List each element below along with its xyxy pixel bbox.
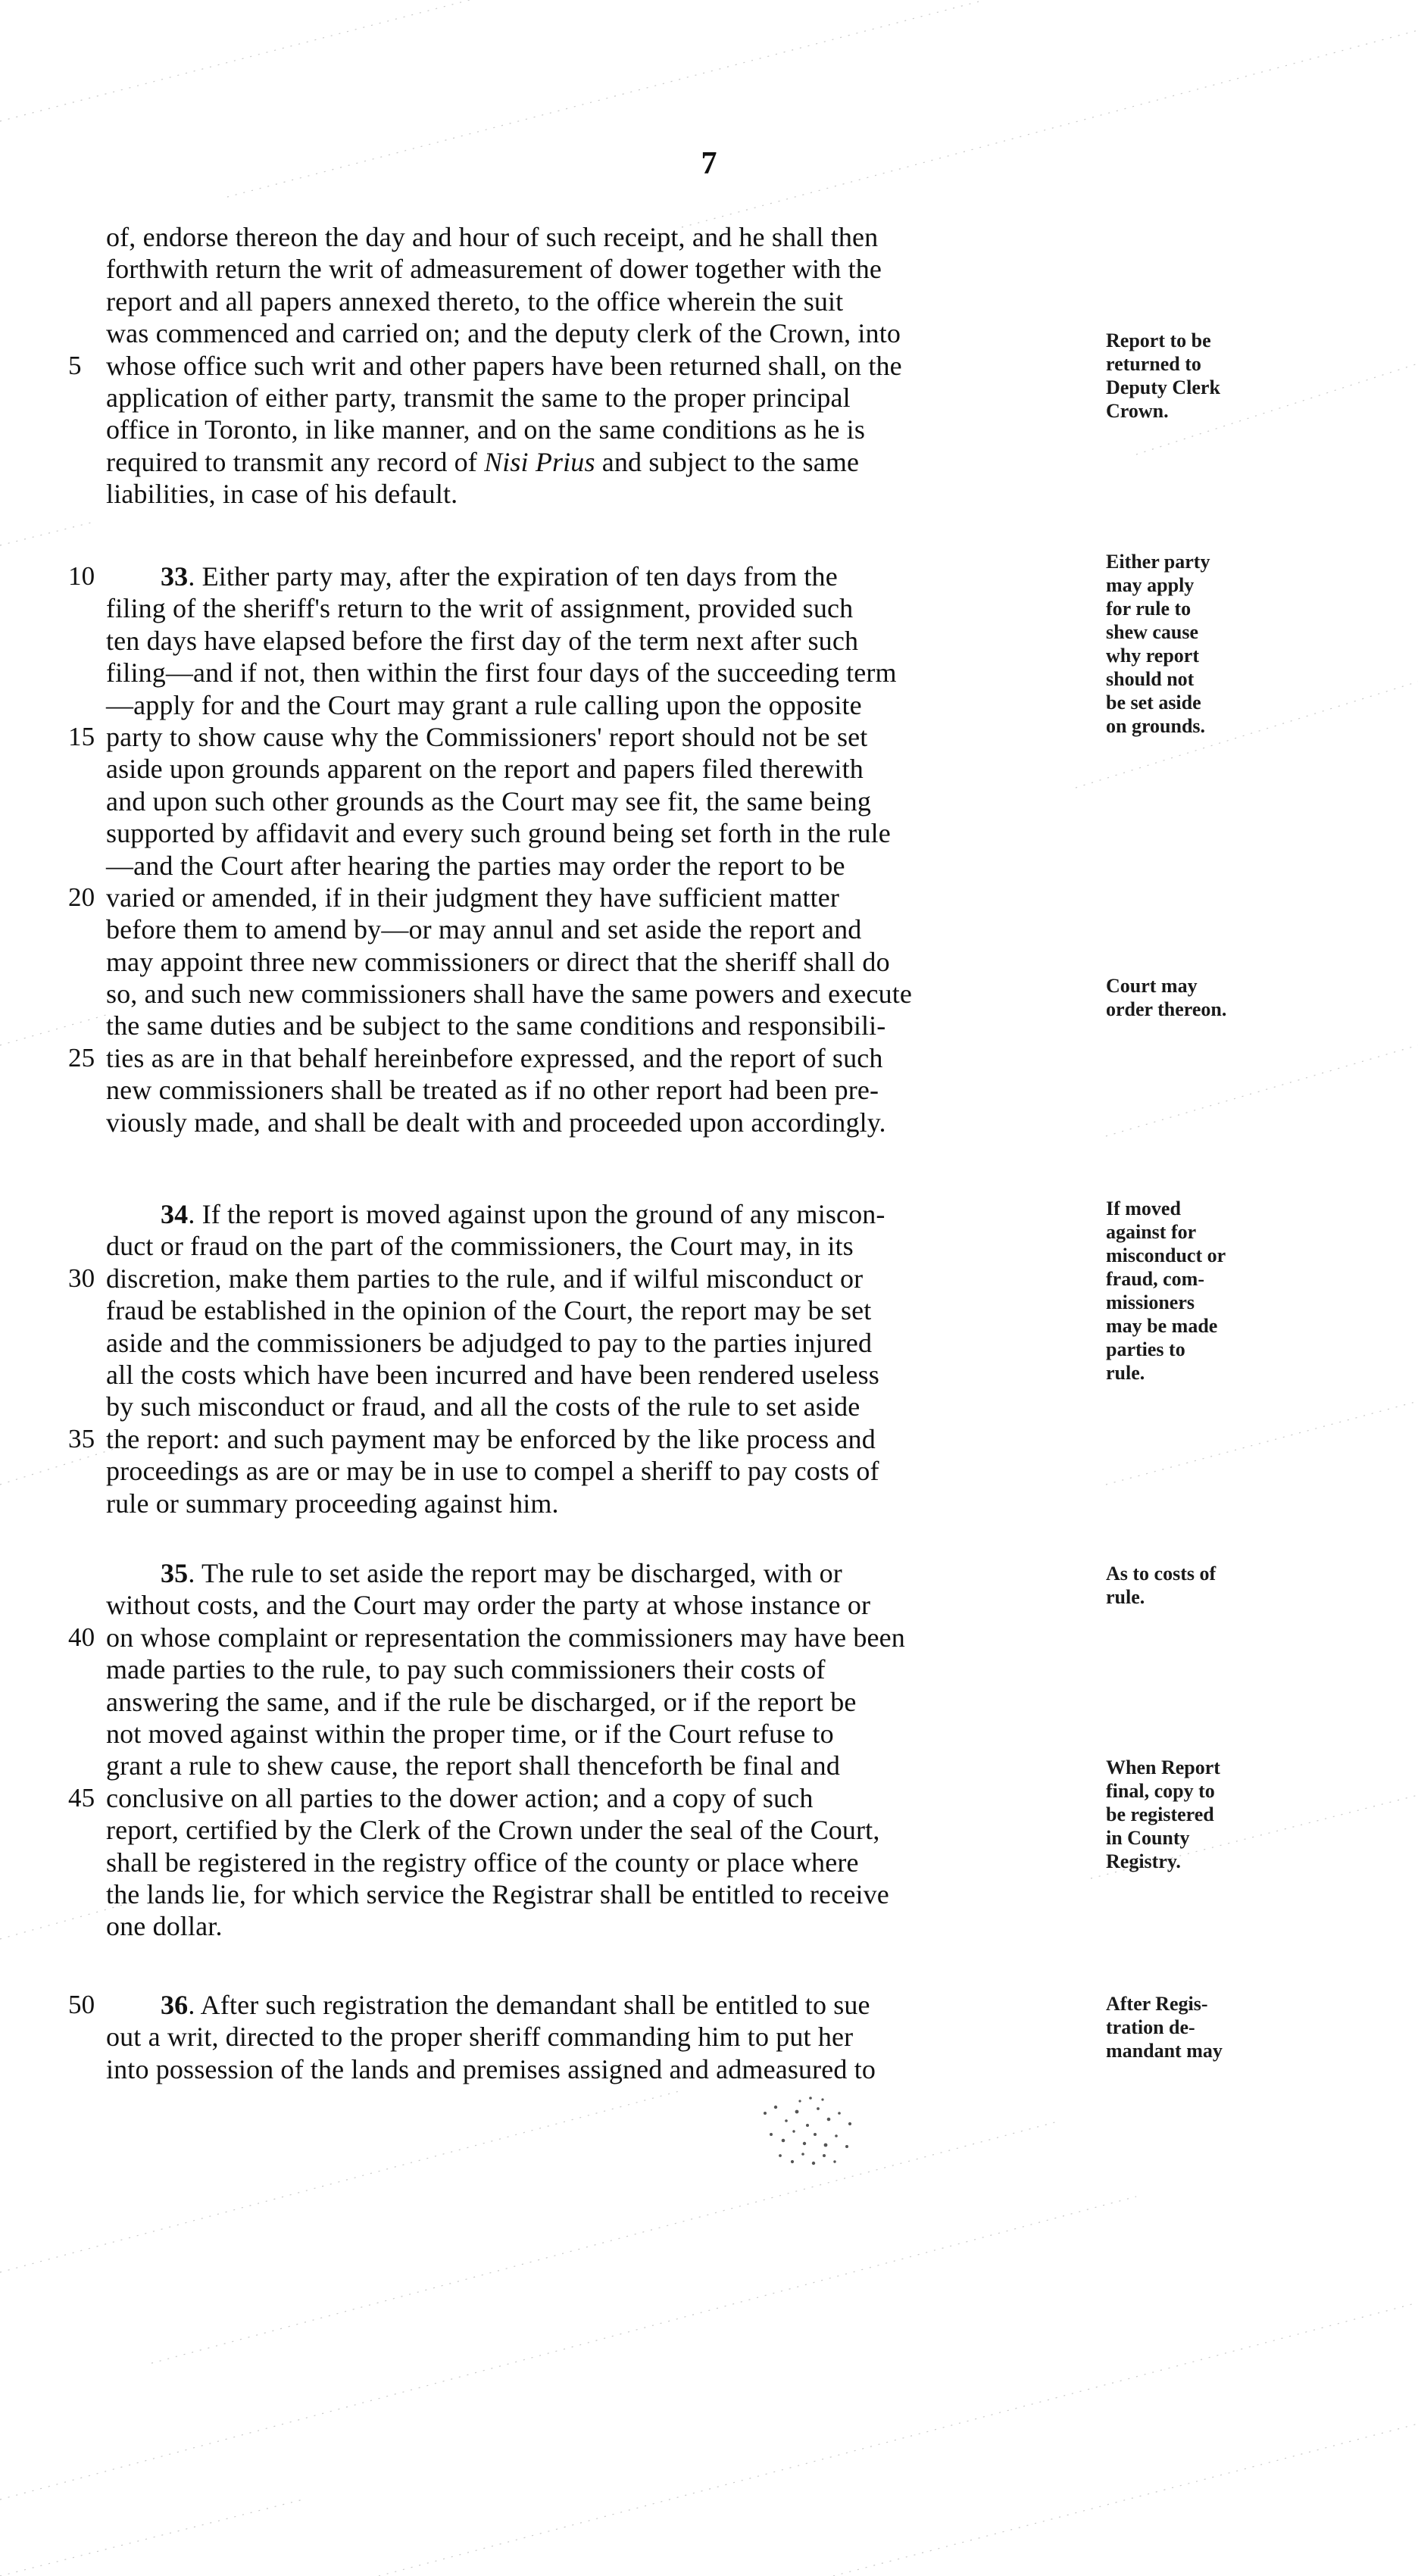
line-text — [106, 382, 1091, 414]
section-number: 33 — [161, 561, 189, 592]
line-text — [106, 1230, 1091, 1262]
text-line — [68, 317, 1091, 349]
line-text: 33. Either party may, after the expiration of ten days from the — [161, 561, 838, 592]
line-body: of, endorse thereon the day and hour of such receipt, and he shall then — [106, 222, 879, 252]
line-body: liabilities, in case of his default. — [106, 479, 458, 510]
text-line — [68, 1198, 1091, 1230]
line-number: 15 — [68, 721, 95, 751]
ink-smudge — [750, 2090, 871, 2174]
line-body: may appoint three new commissioners or direct that the sheriff shall do — [106, 946, 890, 977]
text-line — [68, 414, 1091, 445]
line-body: party to show cause why the Commissioners' report should not be set — [106, 721, 868, 752]
line-body: application of either party, transmit the same to the proper principal — [106, 382, 851, 413]
line-number: 20 — [68, 882, 95, 912]
line-text — [106, 317, 1091, 349]
text-line — [68, 221, 1091, 253]
line-body: report, certified by the Clerk of the Crown under the seal of the Court, — [106, 1815, 880, 1846]
text-line — [68, 1989, 1091, 2021]
line-text — [106, 625, 1091, 657]
line-text — [106, 721, 1091, 753]
line-text — [106, 1589, 1091, 1621]
margin-note-line: tration de- — [1106, 2016, 1195, 2038]
margin-note-line: Either party — [1106, 551, 1210, 573]
line-body: whose office such writ and other papers have been returned shall, on the — [106, 350, 902, 381]
line-body: discretion, make them parties to the rule, and if wilful misconduct or — [106, 1263, 864, 1294]
text-line — [68, 1782, 1091, 1814]
line-body: on whose complaint or representation the commissioners may have been — [106, 1622, 905, 1653]
line-body: supported by affidavit and every such ground being set forth in the rule — [106, 818, 891, 849]
margin-note — [1106, 550, 1265, 738]
margin-note-line: why report — [1106, 645, 1200, 667]
margin-note-line: As to costs of — [1106, 1563, 1217, 1585]
section-number: 35 — [161, 1558, 189, 1588]
text-line — [68, 560, 1091, 592]
text-line — [68, 1718, 1091, 1750]
line-text — [106, 850, 1091, 882]
text-line — [68, 446, 1091, 478]
text-line — [68, 253, 1091, 285]
line-body: Either party may, after the expiration of ten days from the — [201, 561, 838, 592]
text-line — [68, 721, 1091, 753]
line-text — [106, 1294, 1091, 1326]
text-line — [68, 1455, 1091, 1487]
page-number: 7 — [701, 146, 717, 181]
line-body: one dollar. — [106, 1911, 223, 1942]
line-body: varied or amended, if in their judgment they have sufficient matter — [106, 882, 840, 913]
line-body: and upon such other grounds as the Court may see fit, the same being — [106, 785, 871, 817]
line-text — [106, 882, 1091, 913]
line-body: out a writ, directed to the proper sheriff commanding him to put her — [106, 2022, 854, 2053]
line-text — [106, 1847, 1091, 1878]
line-number: 45 — [68, 1782, 95, 1813]
text-line — [68, 1622, 1091, 1653]
line-text: 34. If the report is moved against upon the ground of any miscon- — [161, 1199, 885, 1229]
line-body: fraud be established in the opinion of the Court, the report may be set — [106, 1295, 872, 1326]
line-text — [106, 592, 1091, 624]
line-number: 50 — [68, 1990, 95, 2019]
line-number: 10 — [68, 561, 95, 591]
line-text — [106, 978, 1091, 1010]
margin-note — [1106, 1992, 1265, 2062]
margin-note-line: If moved — [1106, 1197, 1181, 1219]
line-text — [106, 1750, 1091, 1781]
line-body: ten days have elapsed before the first day of the term next after such — [106, 625, 859, 656]
text-line — [68, 1653, 1091, 1685]
line-text — [106, 946, 1091, 978]
line-text: 36. After such registration the demandant shall be entitled to sue — [161, 1990, 870, 2020]
text-line — [68, 689, 1091, 721]
line-body: into possession of the lands and premises assigned and admeasured to — [106, 2053, 876, 2084]
margin-note-line: rule. — [1106, 1362, 1145, 1384]
line-body: duct or fraud on the part of the commissioners, the Court may, in its — [106, 1231, 854, 1262]
line-text — [106, 446, 1091, 478]
text-line — [68, 1847, 1091, 1878]
margin-note-line: in County — [1106, 1827, 1190, 1849]
line-text — [106, 1423, 1091, 1455]
text-line — [68, 1010, 1091, 1041]
line-body: aside upon grounds apparent on the report and papers filed therewith — [106, 754, 864, 785]
line-text: 35. The rule to set aside the report may be discharged, with or — [161, 1558, 842, 1588]
text-line — [68, 913, 1091, 945]
text-line — [68, 2021, 1091, 2053]
line-number: 35 — [68, 1423, 95, 1453]
line-text — [106, 1391, 1091, 1422]
line-body: without costs, and the Court may order the party at whose instance or — [106, 1590, 871, 1621]
margin-note-line: Court may — [1106, 975, 1198, 997]
text-line — [68, 1750, 1091, 1781]
line-body: by such misconduct or fraud, and all the costs of the rule to set aside — [106, 1391, 860, 1422]
line-text — [106, 350, 1091, 382]
text-line — [68, 978, 1091, 1010]
line-body: so, and such new commissioners shall have the same powers and execute — [106, 979, 913, 1010]
paragraph — [68, 1557, 1091, 1943]
margin-note-line: After Regis- — [1106, 1993, 1208, 2015]
line-body: The rule to set aside the report may be discharged, with or — [201, 1558, 842, 1588]
text-line — [68, 1263, 1091, 1294]
margin-note-line: final, copy to — [1106, 1780, 1215, 1802]
margin-note-line: may apply — [1106, 574, 1195, 596]
line-text — [106, 1622, 1091, 1653]
line-text — [106, 1488, 1091, 1519]
text-line — [68, 382, 1091, 414]
line-text — [106, 753, 1091, 785]
margin-note-line: be registered — [1106, 1803, 1214, 1825]
text-line — [68, 2053, 1091, 2085]
line-body: —apply for and the Court may grant a rule calling upon the opposite — [106, 689, 862, 720]
text-line — [68, 1814, 1091, 1846]
margin-note-line: rule. — [1106, 1586, 1145, 1608]
text-line — [68, 753, 1091, 785]
line-text — [106, 221, 1091, 253]
margin-note-line: on grounds. — [1106, 715, 1206, 737]
margin-note-line: Crown. — [1106, 400, 1169, 422]
text-line — [68, 1488, 1091, 1519]
line-body: office in Toronto, in like manner, and on the same conditions as he is — [106, 414, 865, 445]
text-line — [68, 850, 1091, 882]
line-body: answering the same, and if the rule be discharged, or if the report be — [106, 1686, 857, 1717]
line-body: ties as are in that behalf hereinbefore expressed, and the report of such — [106, 1042, 883, 1073]
margin-note — [1106, 1756, 1265, 1873]
line-body: the report: and such payment may be enforced by the like process and — [106, 1423, 876, 1454]
line-body: proceedings as are or may be in use to compel a sheriff to pay costs of — [106, 1456, 879, 1487]
line-number: 5 — [68, 350, 82, 380]
margin-note-line: When Report — [1106, 1756, 1220, 1778]
margin-note-line: Registry. — [1106, 1850, 1181, 1872]
line-text — [106, 1718, 1091, 1750]
line-text — [106, 817, 1091, 849]
text-line — [68, 625, 1091, 657]
line-body: made parties to the rule, to pay such commissioners their costs of — [106, 1654, 826, 1685]
text-line — [68, 478, 1091, 510]
text-line — [68, 1423, 1091, 1455]
section-number: 34 — [161, 1199, 189, 1229]
line-text — [106, 1359, 1091, 1391]
text-line — [68, 1557, 1091, 1589]
line-body: filing of the sheriff's return to the writ of assignment, provided such — [106, 593, 854, 624]
line-body: If the report is moved against upon the ground of any miscon- — [201, 1199, 885, 1229]
margin-note-line: should not — [1106, 668, 1195, 690]
paragraph — [68, 221, 1091, 511]
line-text — [106, 1653, 1091, 1685]
line-text — [106, 1782, 1091, 1814]
line-text — [106, 1074, 1091, 1106]
margin-note-line: order thereon. — [1106, 998, 1227, 1020]
text-line — [68, 1359, 1091, 1391]
line-body: After such registration the demandant shall be entitled to sue — [200, 1990, 870, 2020]
line-text — [106, 1042, 1091, 1074]
text-line — [68, 1230, 1091, 1262]
line-text — [106, 1910, 1091, 1942]
text-line — [68, 1589, 1091, 1621]
text-line — [68, 1042, 1091, 1074]
text-line — [68, 1686, 1091, 1718]
paragraph — [68, 1989, 1091, 2085]
line-body: filing—and if not, then within the first four days of the succeeding term — [106, 657, 897, 688]
text-line — [68, 817, 1091, 849]
line-text — [106, 657, 1091, 688]
margin-note-line: fraud, com- — [1106, 1268, 1204, 1290]
text-line — [68, 592, 1091, 624]
line-body: viously made, and shall be dealt with and proceeded upon accordingly. — [106, 1107, 886, 1138]
line-body: forthwith return the writ of admeasurement of dower together with the — [106, 254, 882, 285]
text-line — [68, 286, 1091, 317]
line-text — [106, 1814, 1091, 1846]
line-body: before them to amend by—or may annul and set aside the report and — [106, 914, 862, 945]
line-body: grant a rule to shew cause, the report shall thenceforth be final and — [106, 1750, 840, 1781]
margin-note — [1106, 1197, 1265, 1385]
margin-note — [1106, 974, 1265, 1021]
text-line — [68, 1391, 1091, 1422]
margin-note-line: missioners — [1106, 1291, 1195, 1313]
line-text — [106, 785, 1091, 817]
line-number: 40 — [68, 1622, 95, 1652]
paragraph — [68, 1198, 1091, 1519]
line-body: not moved against within the proper time, or if the Court refuse to — [106, 1718, 834, 1749]
margin-note-line: Deputy Clerk — [1106, 376, 1220, 398]
line-text — [106, 286, 1091, 317]
line-body: the lands lie, for which service the Registrar shall be entitled to receive — [106, 1878, 889, 1909]
line-text — [106, 1878, 1091, 1910]
line-text — [106, 1327, 1091, 1359]
margin-note-line: be set aside — [1106, 692, 1201, 713]
line-body: report and all papers annexed thereto, to the office wherein the suit — [106, 286, 844, 317]
text-line — [68, 1878, 1091, 1910]
margin-note-line: may be made — [1106, 1315, 1218, 1337]
margin-note-line: shew cause — [1106, 621, 1199, 643]
line-body: the same duties and be subject to the same conditions and responsibili- — [106, 1010, 886, 1041]
text-line — [68, 1910, 1091, 1942]
margin-note — [1106, 329, 1265, 423]
line-text — [106, 2053, 1091, 2085]
paragraph — [68, 560, 1091, 1138]
margin-note-line: for rule to — [1106, 598, 1192, 620]
line-text — [106, 913, 1091, 945]
line-number: 30 — [68, 1263, 95, 1293]
text-line — [68, 1294, 1091, 1326]
line-body: aside and the commissioners be adjudged to pay to the parties injured — [106, 1327, 873, 1358]
line-text — [106, 1107, 1091, 1138]
line-body: —and the Court after hearing the parties may order the report to be — [106, 850, 845, 881]
line-text — [106, 1455, 1091, 1487]
line-text — [106, 1686, 1091, 1718]
text-line — [68, 882, 1091, 913]
line-text — [106, 1263, 1091, 1294]
line-text — [106, 689, 1091, 721]
line-body: rule or summary proceeding against him. — [106, 1488, 559, 1519]
margin-note-line: parties to — [1106, 1338, 1185, 1360]
text-line — [68, 1327, 1091, 1359]
line-body: new commissioners shall be treated as if no other report had been pre- — [106, 1075, 879, 1106]
line-body: shall be registered in the registry office of the county or place where — [106, 1847, 859, 1878]
margin-note-line: against for — [1106, 1221, 1197, 1243]
text-line — [68, 946, 1091, 978]
text-line — [68, 785, 1091, 817]
text-line — [68, 1107, 1091, 1138]
line-body: required to transmit any record of Nisi Prius and subject to the same — [106, 446, 860, 477]
line-body: conclusive on all parties to the dower action; and a copy of such — [106, 1782, 814, 1813]
line-body: was commenced and carried on; and the deputy clerk of the Crown, into — [106, 318, 901, 349]
text-line — [68, 1074, 1091, 1106]
line-text — [106, 2021, 1091, 2053]
margin-note-line: Report to be — [1106, 329, 1211, 351]
margin-note — [1106, 1562, 1265, 1609]
text-line — [68, 657, 1091, 688]
margin-note-line: mandant may — [1106, 2040, 1223, 2062]
margin-note-line: misconduct or — [1106, 1244, 1226, 1266]
line-text — [106, 478, 1091, 510]
margin-note-line: returned to — [1106, 353, 1201, 375]
line-body: all the costs which have been incurred and have been rendered useless — [106, 1359, 879, 1390]
line-text — [106, 1010, 1091, 1041]
line-number: 25 — [68, 1042, 95, 1073]
line-text — [106, 253, 1091, 285]
line-text — [106, 414, 1091, 445]
section-number: 36 — [161, 1990, 189, 2020]
text-line — [68, 350, 1091, 382]
